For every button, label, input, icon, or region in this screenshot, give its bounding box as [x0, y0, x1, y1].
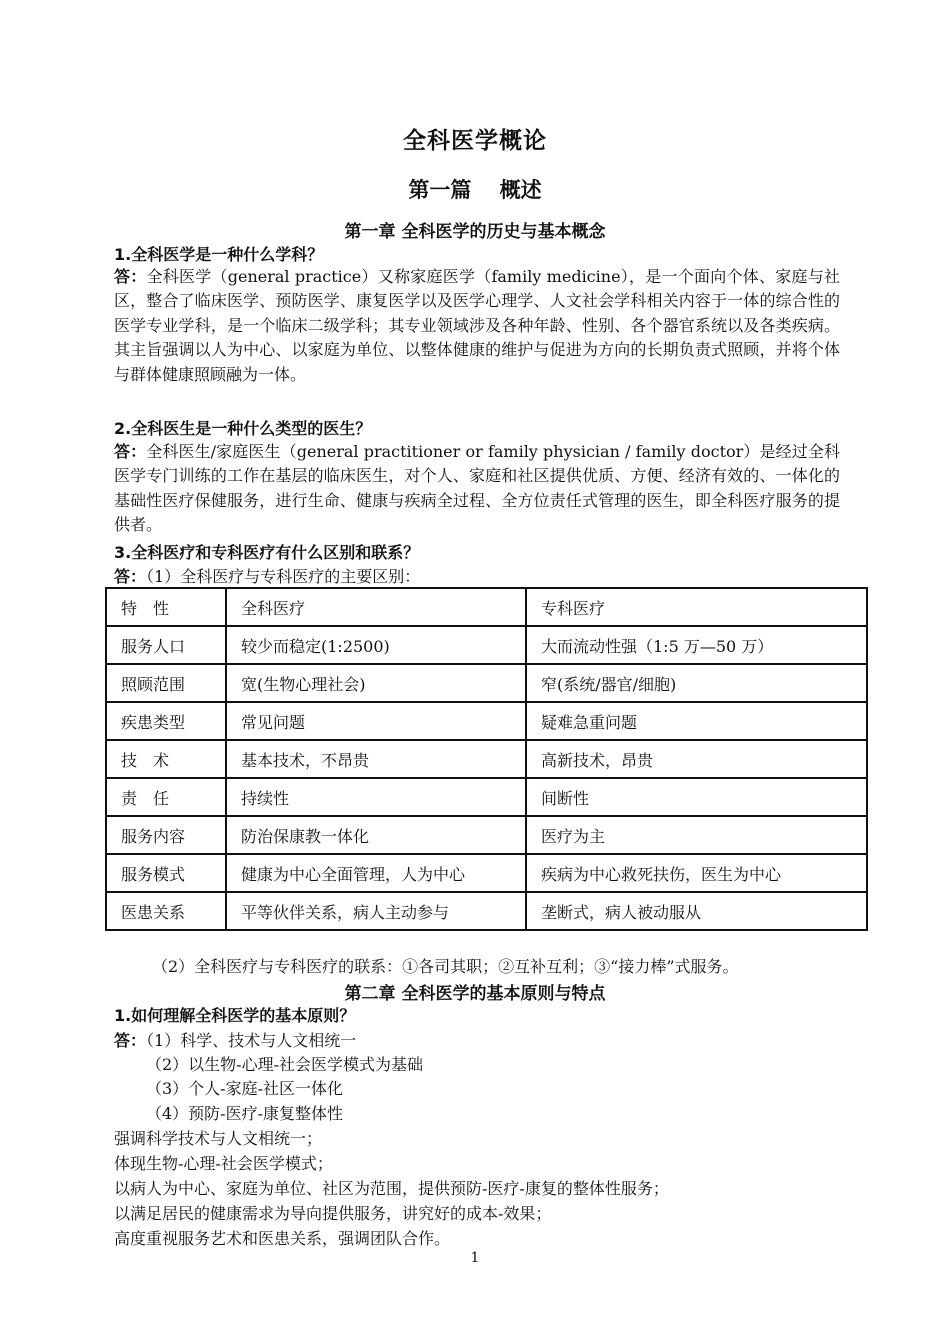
answer-label: 答： — [114, 1031, 147, 1050]
note-line-4: 以满足居民的健康需求为导向提供服务，讲究好的成本-效果； — [114, 1204, 552, 1223]
table-cell: 特 性 — [106, 588, 226, 626]
chapter-2-title: 第二章 全科医学的基本原则与特点 — [344, 984, 606, 1004]
document-title: 全科医学概论 — [403, 128, 547, 154]
note-line-3: 以病人为中心、家庭为单位、社区为范围，提供预防-医疗-康复的整体性服务； — [114, 1179, 669, 1198]
table-cell: 全科医疗 — [226, 588, 526, 626]
table-row — [106, 588, 867, 626]
part-title: 第一篇 概述 — [408, 178, 542, 202]
chapter-1-title: 第一章 全科医学的历史与基本概念 — [344, 222, 606, 242]
question-1-1: 1.全科医学是一种什么学科？ — [114, 245, 324, 264]
answer-text: 全科医生/家庭医生（general practitioner or family physician / family doctor）是经过全科医学专门训练的工作在基层的临床医生，对个人、家庭和社区提供优质、方便、经济有效的、一体化的基础性医疗保健服务，进行生命、健康与疾病全过程、全方位责任式管理的医生，即全科医疗服务的提供者。 — [114, 442, 840, 535]
relation-text: （2）全科医疗与专科医疗的联系：①各司其职；②互补互利；③“接力棒”式服务。 — [152, 957, 739, 976]
table-cell: 防治保康教一体化 — [226, 816, 526, 854]
comparison-table-body — [106, 588, 867, 930]
table-row — [106, 854, 867, 892]
answer-1-1 — [114, 265, 840, 387]
note-line-5: 高度重视服务艺术和医患关系，强调团队合作。 — [114, 1229, 451, 1248]
table-cell: 照顾范围 — [106, 664, 226, 702]
table-row — [106, 740, 867, 778]
table-cell: 较少而稳定(1:2500) — [226, 626, 526, 664]
principle-text: （1）科学、技术与人文相统一 — [146, 1031, 357, 1050]
answer-text: 全科医学（general practice）又称家庭医学（family medicine），是一个面向个体、家庭与社区，整合了临床医学、预防医学、康复医学以及医学心理学、人文社会学科相关内容于一体的综合性的医学专业学科，是一个临床二级学科；其专业领域涉及各种年龄、性别、各个器官系统以及各类疾病。其主旨强调以人为中心、以家庭为单位、以整体健康的维护与促进为方向的长期负责式照顾，并将个体与群体健康照顾融为一体。 — [114, 267, 840, 384]
table-row — [106, 816, 867, 854]
table-cell: 持续性 — [226, 778, 526, 816]
table-row — [106, 702, 867, 740]
table-row — [106, 664, 867, 702]
page-number: 1 — [470, 1250, 480, 1266]
answer-label: 答： — [114, 442, 147, 461]
principle-item-4: （4）预防-医疗-康复整体性 — [146, 1104, 343, 1123]
table-cell: 垄断式，病人被动服从 — [526, 892, 867, 930]
question-1-3: 3.全科医疗和专科医疗有什么区别和联系？ — [114, 543, 420, 562]
question-2-1: 1.如何理解全科医学的基本原则？ — [114, 1006, 356, 1025]
table-cell: 疾病为中心救死扶伤，医生为中心 — [526, 854, 867, 892]
question-1-2: 2.全科医生是一种什么类型的医生？ — [114, 419, 372, 438]
table-cell: 专科医疗 — [526, 588, 867, 626]
table-cell: 大而流动性强（1:5 万—50 万） — [526, 626, 867, 664]
table-row — [106, 778, 867, 816]
table-cell: 基本技术，不昂贵 — [226, 740, 526, 778]
table-cell: 医患关系 — [106, 892, 226, 930]
note-line-1: 强调科学技术与人文相统一； — [114, 1129, 323, 1148]
principle-item-1 — [114, 1028, 356, 1051]
table-cell: 高新技术，昂贵 — [526, 740, 867, 778]
table-cell: 常见问题 — [226, 702, 526, 740]
answer-1-3-intro — [114, 564, 420, 587]
table-cell: 宽(生物心理社会) — [226, 664, 526, 702]
table-cell: 疑难急重问题 — [526, 702, 867, 740]
table-cell: 窄(系统/器官/细胞) — [526, 664, 867, 702]
table-row — [106, 892, 867, 930]
answer-1-2 — [114, 440, 840, 538]
answer-label: 答： — [114, 567, 147, 586]
table-cell: 服务内容 — [106, 816, 226, 854]
table-cell: 责 任 — [106, 778, 226, 816]
answer-label: 答： — [114, 267, 147, 286]
note-line-2: 体现生物-心理-社会医学模式； — [114, 1154, 333, 1173]
table-cell: 疾患类型 — [106, 702, 226, 740]
principle-item-2: （2）以生物-心理-社会医学模式为基础 — [146, 1055, 423, 1074]
table-cell: 服务人口 — [106, 626, 226, 664]
table-cell: 医疗为主 — [526, 816, 867, 854]
table-cell: 技 术 — [106, 740, 226, 778]
principle-item-3: （3）个人-家庭-社区一体化 — [146, 1079, 343, 1098]
answer-text: （1）全科医疗与专科医疗的主要区别： — [146, 567, 421, 586]
table-cell: 服务模式 — [106, 854, 226, 892]
table-cell: 间断性 — [526, 778, 867, 816]
table-cell: 平等伙伴关系，病人主动参与 — [226, 892, 526, 930]
comparison-table — [105, 587, 868, 931]
table-cell: 健康为中心全面管理，人为中心 — [226, 854, 526, 892]
table-row — [106, 626, 867, 664]
